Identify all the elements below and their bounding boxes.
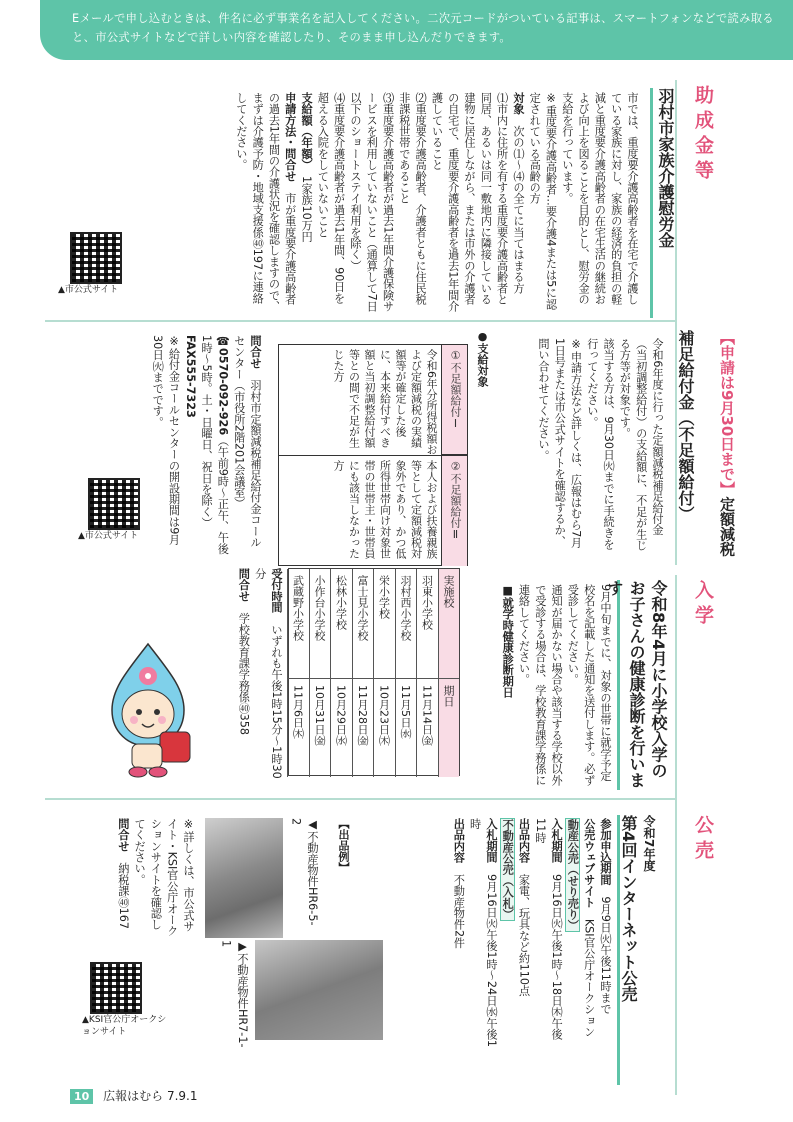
qr-caption: ▲KSI官公庁オークションサイト — [82, 1015, 167, 1037]
publication-name: 広報はむら 7.9.1 — [103, 1089, 198, 1103]
condition-3: ⑶重度要介護高齢者が過去1年間介護保険サービスを利用していないこと（通算して7日以下のショートステイ利用を除く） — [348, 92, 395, 312]
school-name: 羽村西小学校 — [395, 569, 417, 679]
benefit-table-block — [272, 330, 490, 570]
school-name: 小作台小学校 — [309, 569, 331, 679]
benefit-title-2: 補足給付金（不足額給付） — [676, 330, 695, 522]
mascot-icon — [98, 640, 198, 780]
info-banner — [40, 0, 793, 60]
benefit-p1: 令和6年度に行った定額減税補足給付金（当初調整給付）の支給額に、不足が生じる方等が対象です。 — [618, 338, 664, 551]
subsidy-note: ※重度要介護高齢者…要介護4または5に認定されている高齢の方 — [528, 92, 558, 310]
r-period: 9月16日㈫午後1時〜24日㈬午後1時 — [468, 818, 498, 1048]
exam-date: 10月31日㈮ — [309, 679, 331, 777]
condition-1: ⑴市内に住所を有する重度要介護高齢者と同居、あるいは同一敷地内に隣接している建物に居住しながら、または市外の介護者の自宅で、重度要介護高齢者を過去1年間介護していること — [430, 92, 509, 312]
school-name: 武蔵野小学校 — [287, 569, 309, 679]
row2-label: ②不足額給付Ⅱ — [441, 456, 467, 566]
apply-text: 市が重度要介護高齢者の過去1年間の介護状況を確認しますので、まずは介護予防・地域支援係㊵197に連絡してください。 — [234, 92, 297, 312]
m-period: 9月16日㈫午後1時〜18日㈭午後11時 — [533, 818, 564, 1040]
auction-note: ※詳しくは、市公式サイト・KSI官公庁オークションサイトを確認してください。 — [133, 818, 195, 937]
benefit-title-top: 定額減税 — [718, 496, 736, 557]
col-date-header: 期日 — [438, 679, 460, 777]
enroll-contact-text: 学校教育課学務係㊵358 — [237, 612, 251, 735]
row2-text: 本人および扶養親族等として定額減税対象外であり、かつ低所得世帯向け対象世帯の世帯主・世帯員にも該当しなかった方 — [332, 460, 438, 559]
benefit-table-head: ●支給対象 — [476, 330, 489, 387]
auction-note-block — [108, 818, 196, 938]
enroll-contact-label: 問合せ — [237, 568, 251, 602]
benefit-p2: 該当する方は、9月30日㈫までに手続きを行ってください。 — [585, 338, 616, 550]
site-label: 公売ウェブサイト — [582, 818, 596, 908]
photo1-caption: ◀不動産物件HR6-5-2 — [289, 818, 319, 926]
mascot-illustration — [98, 640, 198, 780]
property-photo-2 — [255, 940, 383, 1040]
r-items: 不動産物件2件 — [452, 874, 466, 949]
condition-2: ⑵重度要介護高齢者、介護者ともに住民税非課税世帯であること — [397, 92, 428, 305]
amount-label: 支給額（年額） — [300, 92, 314, 165]
phone-hours: （午前9時〜正午、午後1時〜5時。土・日曜日、祝日を除く） — [200, 335, 230, 555]
subsidy-title: 羽村市家族介護慰労金 — [650, 88, 676, 318]
school-name: 富士見小学校 — [352, 569, 374, 679]
benefit-contact-text: 羽村市定額減税補足給付金コールセンター（市役所2階201会議室） — [232, 335, 262, 548]
exam-date: 11月5日㈬ — [395, 679, 417, 777]
col-school-header: 実施校 — [438, 569, 460, 679]
benefit-title-1 — [707, 330, 737, 560]
auction-contact-text: 納税課㊵167 — [116, 862, 130, 929]
time-label: 受付時間 — [270, 568, 283, 613]
row1-label: ①不足額給付Ⅰ — [441, 345, 467, 455]
auction-title: 第4回インターネット公売 — [617, 815, 639, 1085]
m-items-label: 出品内容 — [517, 818, 531, 863]
exam-date: 10月29日㈬ — [330, 679, 352, 777]
benefit-contact-label: 問合せ — [249, 335, 262, 369]
school-name: 松林小学校 — [330, 569, 352, 679]
exam-date: 10月23日㈭ — [373, 679, 395, 777]
benefit-body — [495, 338, 665, 553]
divider — [45, 798, 675, 800]
divider — [675, 575, 677, 1095]
condition-4: ⑷重度要介護高齢者が過去1年間、90日を超える入院をしていないこと — [316, 92, 346, 304]
example-label: 【出品例】 — [337, 818, 350, 873]
qr-code-icon[interactable] — [70, 232, 122, 284]
realestate-tag: 不動産公売（入札） — [501, 819, 515, 920]
page-footer — [70, 1087, 198, 1104]
property-photo-1 — [205, 818, 283, 938]
phone-number[interactable]: ☎0570-092-926 — [216, 335, 230, 436]
schedule-label: ■就学時健康診断期日 — [501, 584, 515, 698]
enroll-title: 令和8年4月に小学校入学のお子さんの健康診断を行います — [605, 580, 668, 788]
m-period-label: 入札期間 — [550, 818, 564, 863]
qr-caption: ▲市公式サイト — [78, 531, 139, 541]
banner-text: Eメールで申し込むときは、件名に必ず事業名を記入してください。二次元コードがついている記事は、スマートフォンなどで読み取ると、市公式サイトなどで詳しい内容を確認したり、そのまま申し込んだりできます。 — [72, 12, 774, 44]
site-name: KSI官公庁オークション — [582, 918, 596, 1038]
subsidy-p1: 市では、重度要介護高齢者を在宅で介護している家族に対し、家族の経済的負担の軽減と重度要介護高齢者の在宅生活の継続および向上を図ることを目的とし、慰労金の支給を行っています。 — [560, 92, 639, 305]
school-name: 羽東小学校 — [416, 569, 438, 679]
target-label: 対象 — [511, 92, 525, 115]
r-period-label: 入札期間 — [484, 818, 498, 863]
auction-contact-label: 問合せ — [116, 818, 130, 852]
auction-year: 令和7年度 — [642, 815, 656, 872]
apply-period-label: 参加申込期間 — [599, 818, 612, 886]
exam-date: 11月6日㈭ — [287, 679, 309, 777]
amount: 1家族10万円 — [300, 176, 314, 243]
qr-caption: ▲市公式サイト — [58, 285, 119, 295]
subsidy-qr-block — [58, 232, 138, 296]
benefit-deadline: 【申請は9月30日まで】 — [718, 330, 736, 497]
m-items: 家電、玩具など約110点 — [517, 874, 531, 997]
movables-tag: 動産公売（せり売り） — [566, 819, 580, 931]
benefit-note: ※給付金コールセンターの開設期間は9月30日㈫までです。 — [151, 335, 181, 546]
r-items-label: 出品内容 — [452, 818, 466, 863]
exam-date: 11月28日㈮ — [352, 679, 374, 777]
photo2-caption: ▶不動産物件HR7-1-1 — [219, 940, 249, 1048]
apply-label: 申請方法・問合せ — [283, 92, 297, 182]
target-text: 次の⑴〜⑷の全てに当てはまる方 — [511, 125, 525, 294]
divider — [45, 320, 675, 322]
category-subsidy: 助成金等 — [692, 85, 714, 185]
schedule-table — [288, 568, 460, 776]
apply-period: 9月9日㈫午後11時まで — [599, 896, 612, 1015]
time-text: いずれも午後1時15分〜1時30分 — [253, 568, 283, 779]
enroll-p1: 9月中旬までに、対象の世帯に就学予定校名を記載した通知を送付します。必ず受診してください。 — [566, 584, 612, 786]
benefit-p3: ※申請方法など詳しくは、広報はむら7月1日号または市公式サイトを確認するか、問い合わせてください。 — [536, 338, 583, 549]
benefit-table — [278, 344, 468, 566]
qr-code-icon[interactable] — [88, 478, 140, 530]
enroll-footer — [218, 568, 284, 783]
enroll-p2: 通知が届かない場合や該当する学校以外で受診する場合は、学校教育課学務係に連絡してください。 — [517, 584, 564, 786]
school-name: 栄小学校 — [373, 569, 395, 679]
page-number: 10 — [70, 1089, 93, 1104]
row1-text: 令和6年分所得税額および定額減税の実績額等が確定した後に、本来給付すべき額と当初調整給付額等との間で不足が生じた方 — [332, 349, 438, 455]
exam-date: 11月14日㈮ — [416, 679, 438, 777]
qr-code-icon[interactable] — [90, 962, 142, 1014]
benefit-qr-block — [78, 478, 158, 542]
enroll-body — [465, 584, 613, 789]
auction-body — [395, 818, 613, 1048]
category-enroll: 入学 — [692, 580, 714, 630]
auction-qr-block — [82, 962, 172, 1038]
subsidy-body — [75, 92, 640, 312]
fax-number: FAX555-7323 — [183, 335, 197, 418]
category-auction: 公売 — [692, 815, 714, 865]
